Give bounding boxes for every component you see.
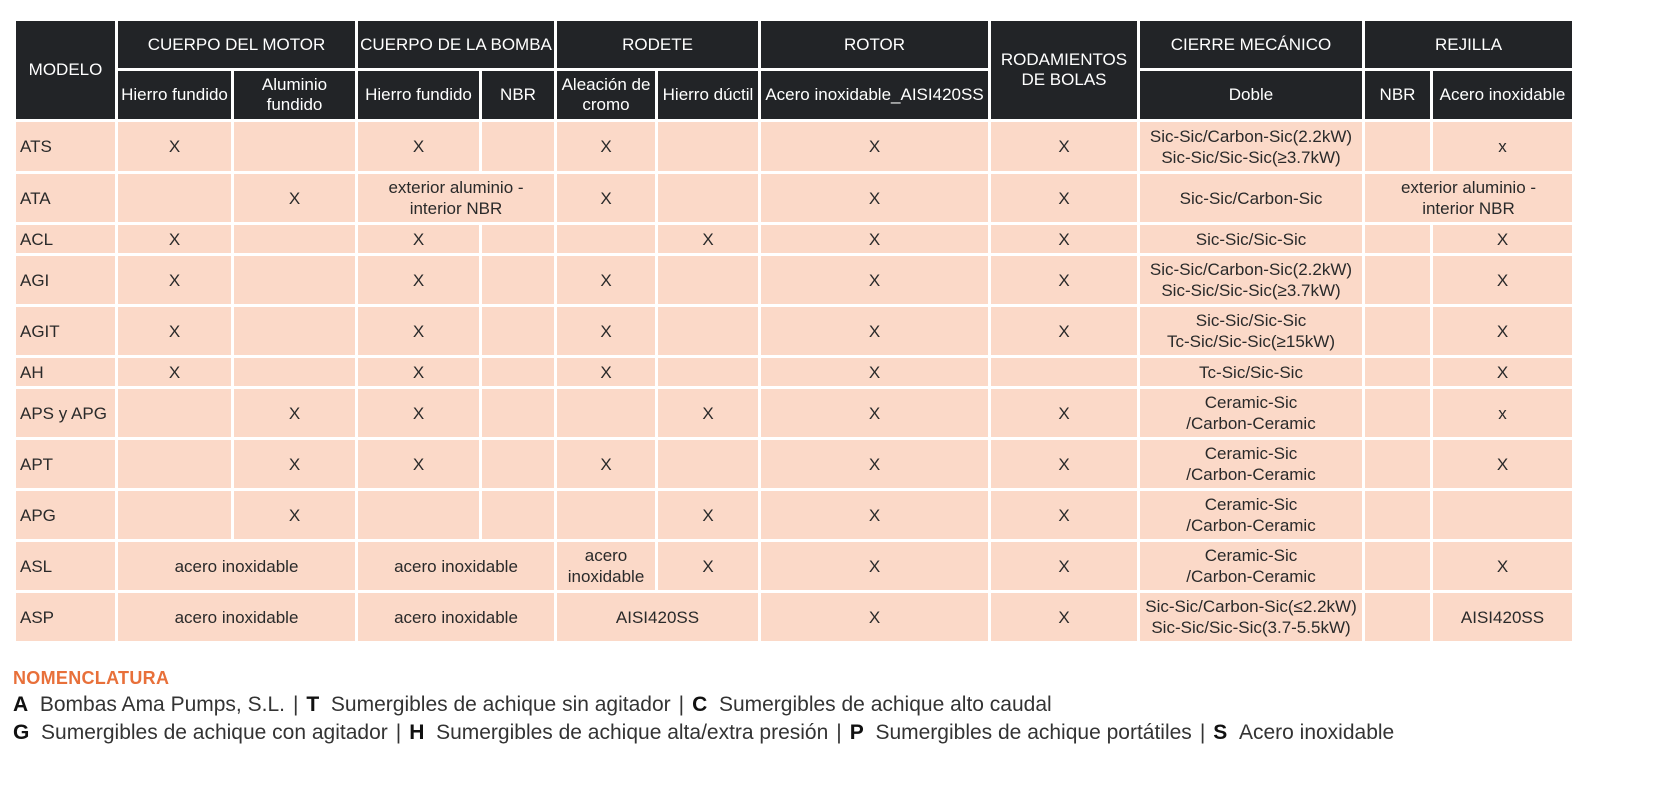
cell-bomba-hierro: X [358, 256, 479, 304]
cell-rejilla-acero: X [1433, 307, 1572, 355]
cell-modelo: AH [16, 358, 115, 386]
cell-cierre: Tc-Sic/Sic-Sic [1140, 358, 1362, 386]
cell-rotor: X [761, 389, 988, 437]
legend-line [13, 721, 1394, 745]
table-row [16, 440, 1572, 488]
cell-bomba-nbr [482, 122, 554, 171]
legend-separator: | [836, 721, 842, 744]
cell-rodete: AISI420SS [557, 593, 758, 641]
legend-separator: | [1199, 721, 1206, 744]
cell-rejilla-acero: X [1433, 542, 1572, 590]
cell-motor-hierro [118, 174, 231, 222]
legend-separator: | [292, 693, 299, 716]
header-rejilla: REJILLA [1365, 21, 1572, 68]
legend-separator: | [678, 693, 685, 716]
table-row [16, 174, 1572, 222]
cell-rodete-ductil [658, 256, 758, 304]
legend-letter: C [692, 693, 708, 716]
cell-bomba-hierro: X [358, 307, 479, 355]
cell-rodete-ductil: X [658, 491, 758, 539]
cell-rodamientos: X [991, 174, 1137, 222]
cell-rejilla-nbr [1365, 593, 1430, 641]
cell-rejilla-acero: X [1433, 256, 1572, 304]
legend-letter: H [409, 721, 425, 744]
cell-modelo: ACL [16, 225, 115, 253]
table-row [16, 593, 1572, 641]
cell-motor-hierro [118, 389, 231, 437]
cell-rejilla-acero [1433, 491, 1572, 539]
cell-rejilla-nbr [1365, 122, 1430, 171]
cell-bomba-hierro: X [358, 358, 479, 386]
cell-modelo: ASP [16, 593, 115, 641]
header-rodete: RODETE [557, 21, 758, 68]
cell-bomba-nbr [482, 225, 554, 253]
cell-rodamientos: X [991, 256, 1137, 304]
cell-rodete-cromo [557, 491, 655, 539]
subheader-cierre-doble: Doble [1140, 71, 1362, 119]
cell-rodete-cromo: X [557, 358, 655, 386]
cell-bomba-hierro: X [358, 389, 479, 437]
cell-motor-hierro: X [118, 307, 231, 355]
subheader-bomba-hierro: Hierro fundido [358, 71, 479, 119]
cell-motor-hierro [118, 440, 231, 488]
table-row [16, 225, 1572, 253]
cell-motor-aluminio: X [234, 389, 355, 437]
legend-line [13, 693, 1394, 717]
cell-cierre: Ceramic-Sic /Carbon-Ceramic [1140, 542, 1362, 590]
cell-motor-aluminio: X [234, 440, 355, 488]
cell-rodete-ductil: X [658, 389, 758, 437]
cell-bomba-hierro: X [358, 122, 479, 171]
cell-rotor: X [761, 307, 988, 355]
cell-rodete-ductil [658, 174, 758, 222]
cell-rejilla-acero: X [1433, 225, 1572, 253]
cell-modelo: APS y APG [16, 389, 115, 437]
cell-rodete-ductil [658, 358, 758, 386]
cell-motor-hierro [118, 491, 231, 539]
legend-text: Sumergibles de achique sin agitador [330, 693, 671, 716]
table-row [16, 307, 1572, 355]
cell-rotor: X [761, 225, 988, 253]
cell-rodete-cromo: X [557, 122, 655, 171]
header-rodamientos: RODAMIENTOS DE BOLAS [991, 21, 1137, 119]
subheader-motor-hierro: Hierro fundido [118, 71, 231, 119]
cell-rodete-cromo [557, 225, 655, 253]
legend-letter: A [13, 693, 29, 716]
subheader-rodete-ductil: Hierro dúctil [658, 71, 758, 119]
cell-rodete-cromo: X [557, 256, 655, 304]
legend-text: Acero inoxidable [1238, 721, 1395, 744]
cell-rodamientos: X [991, 307, 1137, 355]
cell-motor-hierro: X [118, 122, 231, 171]
cell-modelo: ATS [16, 122, 115, 171]
cell-rodamientos: X [991, 122, 1137, 171]
cell-cierre: Ceramic-Sic /Carbon-Ceramic [1140, 389, 1362, 437]
cell-cuerpo-motor: acero inoxidable [118, 593, 355, 641]
cell-rodamientos: X [991, 389, 1137, 437]
cell-bomba-nbr [482, 389, 554, 437]
cell-rejilla-nbr [1365, 225, 1430, 253]
cell-cuerpo-bomba: acero inoxidable [358, 593, 554, 641]
cell-cuerpo-bomba: acero inoxidable [358, 542, 554, 590]
cell-rejilla-acero: X [1433, 358, 1572, 386]
header-modelo: MODELO [16, 21, 115, 119]
cell-rejilla-acero: AISI420SS [1433, 593, 1572, 641]
cell-rodete-ductil [658, 307, 758, 355]
header-cierre: CIERRE MECÁNICO [1140, 21, 1362, 68]
cell-modelo: AGIT [16, 307, 115, 355]
legend-text: Sumergibles de achique alto caudal [718, 693, 1052, 716]
legend-letter: G [13, 721, 30, 744]
cell-rodete-ductil [658, 440, 758, 488]
cell-cierre: Sic-Sic/Carbon-Sic [1140, 174, 1362, 222]
cell-rejilla-nbr [1365, 358, 1430, 386]
legend-text: Bombas Ama Pumps, S.L. [39, 693, 285, 716]
cell-bomba-nbr [482, 491, 554, 539]
cell-bomba-hierro: X [358, 225, 479, 253]
cell-cierre: Ceramic-Sic /Carbon-Ceramic [1140, 440, 1362, 488]
cell-cierre: Sic-Sic/Carbon-Sic(≤2.2kW) Sic-Sic/Sic-Sic(3.7-5.5kW) [1140, 593, 1362, 641]
subheader-rotor-acero: Acero inoxidable_AISI420SS [761, 71, 988, 119]
cell-rodamientos: X [991, 225, 1137, 253]
cell-rejilla: exterior aluminio - interior NBR [1365, 174, 1572, 222]
cell-rejilla-nbr [1365, 491, 1430, 539]
cell-rotor: X [761, 542, 988, 590]
cell-rodete-ductil: X [658, 225, 758, 253]
cell-rotor: X [761, 358, 988, 386]
cell-motor-hierro: X [118, 225, 231, 253]
header-rotor: ROTOR [761, 21, 988, 68]
cell-rodamientos: X [991, 542, 1137, 590]
table-row [16, 491, 1572, 539]
cell-rotor: X [761, 256, 988, 304]
cell-motor-aluminio [234, 307, 355, 355]
cell-bomba-hierro [358, 491, 479, 539]
cell-bomba-nbr [482, 440, 554, 488]
cell-cierre: Sic-Sic/Sic-Sic Tc-Sic/Sic-Sic(≥15kW) [1140, 307, 1362, 355]
cell-modelo: AGI [16, 256, 115, 304]
table-row [16, 542, 1572, 590]
cell-rodete-ductil [658, 122, 758, 171]
legend-letter: P [849, 721, 864, 744]
cell-motor-hierro: X [118, 256, 231, 304]
cell-motor-aluminio [234, 358, 355, 386]
cell-modelo: ASL [16, 542, 115, 590]
cell-motor-aluminio [234, 256, 355, 304]
cell-motor-aluminio [234, 225, 355, 253]
cell-rejilla-nbr [1365, 542, 1430, 590]
cell-rejilla-nbr [1365, 440, 1430, 488]
cell-motor-aluminio: X [234, 491, 355, 539]
legend-text: Sumergibles de achique portátiles [875, 721, 1192, 744]
cell-rodete-cromo: X [557, 174, 655, 222]
cell-modelo: APG [16, 491, 115, 539]
table-row [16, 358, 1572, 386]
legend-text: Sumergibles de achique con agitador [41, 721, 388, 744]
subheader-bomba-nbr: NBR [482, 71, 554, 119]
materials-table [13, 18, 1575, 644]
cell-cierre: Sic-Sic/Sic-Sic [1140, 225, 1362, 253]
cell-cierre: Ceramic-Sic /Carbon-Ceramic [1140, 491, 1362, 539]
cell-rejilla-acero: x [1433, 122, 1572, 171]
cell-rodete-cromo [557, 389, 655, 437]
subheader-rodete-cromo: Aleación de cromo [557, 71, 655, 119]
cell-rotor: X [761, 174, 988, 222]
cell-bomba-hierro: X [358, 440, 479, 488]
cell-cierre: Sic-Sic/Carbon-Sic(2.2kW) Sic-Sic/Sic-Sic(≥3.7kW) [1140, 122, 1362, 171]
legend-letter: T [306, 693, 320, 716]
cell-rodete-ductil: X [658, 542, 758, 590]
cell-bomba-nbr [482, 256, 554, 304]
cell-rodete-cromo: X [557, 307, 655, 355]
cell-cierre: Sic-Sic/Carbon-Sic(2.2kW) Sic-Sic/Sic-Sic(≥3.7kW) [1140, 256, 1362, 304]
cell-modelo: APT [16, 440, 115, 488]
header-cuerpo-motor: CUERPO DEL MOTOR [118, 21, 355, 68]
cell-rotor: X [761, 440, 988, 488]
cell-cuerpo-motor: acero inoxidable [118, 542, 355, 590]
cell-motor-hierro: X [118, 358, 231, 386]
table-row [16, 256, 1572, 304]
subheader-motor-aluminio: Aluminio fundido [234, 71, 355, 119]
cell-rejilla-acero: x [1433, 389, 1572, 437]
table-row [16, 122, 1572, 171]
cell-rodete-cromo: acero inoxidable [557, 542, 655, 590]
cell-rodamientos: X [991, 593, 1137, 641]
cell-rodamientos: X [991, 491, 1137, 539]
cell-motor-aluminio [234, 122, 355, 171]
legend-letter: S [1213, 721, 1228, 744]
cell-cuerpo-bomba: exterior aluminio - interior NBR [358, 174, 554, 222]
cell-rodete-cromo: X [557, 440, 655, 488]
subheader-rejilla-nbr: NBR [1365, 71, 1430, 119]
cell-rodamientos: X [991, 440, 1137, 488]
cell-rejilla-nbr [1365, 307, 1430, 355]
cell-rejilla-nbr [1365, 256, 1430, 304]
cell-bomba-nbr [482, 358, 554, 386]
cell-rejilla-acero: X [1433, 440, 1572, 488]
header-cuerpo-bomba: CUERPO DE LA BOMBA [358, 21, 554, 68]
legend-text: Sumergibles de achique alta/extra presión [436, 721, 829, 744]
subheader-rejilla-acero: Acero inoxidable [1433, 71, 1572, 119]
cell-rotor: X [761, 593, 988, 641]
cell-bomba-nbr [482, 307, 554, 355]
table-row [16, 389, 1572, 437]
cell-rotor: X [761, 122, 988, 171]
legend-separator: | [395, 721, 402, 744]
table-body [16, 122, 1572, 641]
cell-modelo: ATA [16, 174, 115, 222]
cell-motor-aluminio: X [234, 174, 355, 222]
nomenclature-legend [13, 668, 1394, 745]
legend-title: NOMENCLATURA [13, 668, 170, 688]
cell-rodamientos [991, 358, 1137, 386]
cell-rejilla-nbr [1365, 389, 1430, 437]
cell-rotor: X [761, 491, 988, 539]
